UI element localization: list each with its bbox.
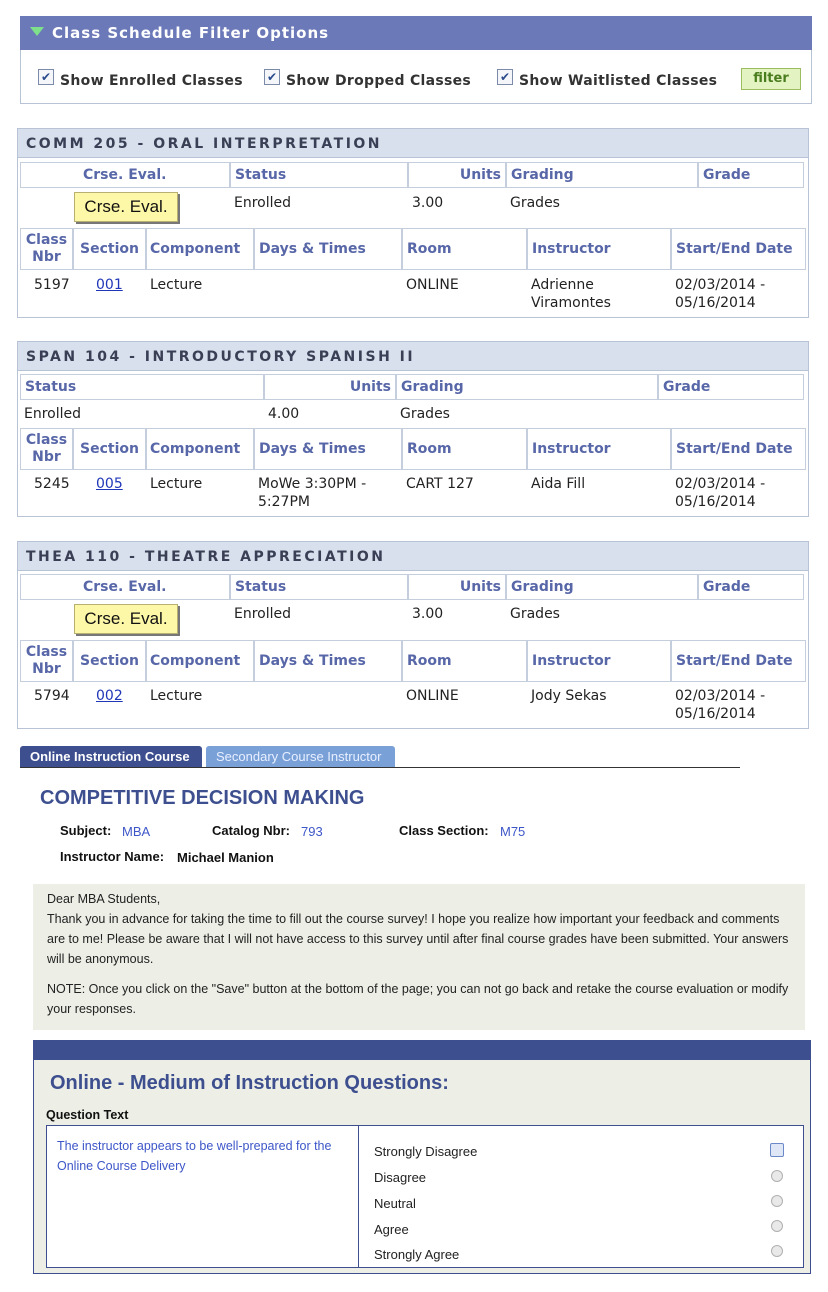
show-waitlisted-checkbox[interactable]: ✔ — [497, 69, 513, 85]
show-waitlisted-label: Show Waitlisted Classes — [519, 73, 718, 89]
instructor-value: Aida Fill — [531, 476, 586, 492]
component-value: Lecture — [150, 688, 203, 704]
show-enrolled-checkbox[interactable]: ✔ — [38, 69, 54, 85]
header-grade: Grade — [698, 162, 804, 188]
option-strongly-disagree-radio[interactable] — [770, 1143, 784, 1157]
header-section: Section — [73, 640, 146, 682]
header-units: Units — [408, 574, 506, 600]
instructor-value-line2: Viramontes — [531, 295, 611, 311]
header-units: Units — [264, 374, 396, 400]
header-grading: Grading — [396, 374, 658, 400]
header-units: Units — [408, 162, 506, 188]
header-component: Component — [146, 228, 254, 270]
end-date-value: 05/16/2014 — [675, 295, 756, 311]
header-component: Component — [146, 428, 254, 470]
header-room: Room — [402, 640, 527, 682]
survey-course-title: COMPETITIVE DECISION MAKING — [40, 787, 365, 809]
header-crse-eval: Crse. Eval. — [20, 162, 230, 188]
header-section: Section — [73, 228, 146, 270]
instructor-name-value: Michael Manion — [177, 850, 274, 865]
option-disagree-label: Disagree — [374, 1170, 427, 1185]
component-value: Lecture — [150, 277, 203, 293]
message-paragraph: Thank you in advance for taking the time to fill out the course survey! I hope you realize how important your feedback and comments are to me! Please be aware that I will not have access to this survey until after final course grades have been submitted. Your answers will be anonymous. — [47, 912, 789, 966]
header-instructor: Instructor — [527, 640, 671, 682]
message-greeting: Dear MBA Students, — [47, 892, 161, 906]
header-status: Status — [230, 162, 408, 188]
header-section: Section — [73, 428, 146, 470]
filter-panel-header[interactable] — [20, 16, 812, 50]
status-value: Enrolled — [234, 606, 292, 622]
option-strongly-agree-radio[interactable] — [771, 1245, 783, 1257]
option-disagree-radio[interactable] — [771, 1170, 783, 1182]
grading-value: Grades — [510, 606, 560, 622]
header-grade: Grade — [658, 374, 804, 400]
header-days-times: Days & Times — [254, 640, 402, 682]
grading-value: Grades — [510, 195, 560, 211]
component-value: Lecture — [150, 476, 203, 492]
room-value: ONLINE — [406, 277, 459, 293]
header-grade: Grade — [698, 574, 804, 600]
filter-panel-title: Class Schedule Filter Options — [52, 24, 330, 42]
room-value: CART 127 — [406, 476, 474, 492]
header-instructor: Instructor — [527, 228, 671, 270]
subject-value: MBA — [122, 824, 151, 839]
option-agree-radio[interactable] — [771, 1220, 783, 1232]
option-strongly-disagree-label: Strongly Disagree — [374, 1144, 478, 1159]
collapse-triangle-icon[interactable] — [30, 27, 44, 36]
header-start-end-date: Start/End Date — [671, 640, 806, 682]
header-days-times: Days & Times — [254, 428, 402, 470]
header-start-end-date: Start/End Date — [671, 428, 806, 470]
instructor-message — [33, 884, 805, 1030]
grading-value: Grades — [400, 406, 450, 422]
section-link[interactable]: 001 — [96, 277, 123, 293]
instructor-name-label: Instructor Name: — [60, 849, 165, 864]
section-link[interactable]: 005 — [96, 476, 123, 492]
section-link[interactable]: 002 — [96, 688, 123, 704]
header-class-nbr — [20, 228, 73, 270]
header-room: Room — [402, 428, 527, 470]
start-date-value: 02/03/2014 - — [675, 688, 766, 704]
header-room: Room — [402, 228, 527, 270]
header-component: Component — [146, 640, 254, 682]
units-value: 3.00 — [412, 195, 444, 211]
crse-eval-button[interactable]: Crse. Eval. — [74, 604, 178, 634]
course-title: THEA 110 - THEATRE APPRECIATION — [17, 541, 809, 571]
status-value: Enrolled — [234, 195, 292, 211]
option-strongly-agree-label: Strongly Agree — [374, 1247, 460, 1262]
instructor-value: Adrienne — [531, 277, 594, 293]
start-date-value: 02/03/2014 - — [675, 277, 766, 293]
tab-online-instruction-course[interactable]: Online Instruction Course — [20, 746, 202, 768]
start-date-value: 02/03/2014 - — [675, 476, 766, 492]
header-status: Status — [230, 574, 408, 600]
header-class-nbr — [20, 428, 73, 470]
header-nbr: Nbr — [32, 249, 61, 265]
header-crse-eval: Crse. Eval. — [20, 574, 230, 600]
header-start-end-date: Start/End Date — [671, 228, 806, 270]
days-times-value-line2: 5:27PM — [258, 494, 310, 510]
crse-eval-button[interactable]: Crse. Eval. — [74, 192, 178, 222]
units-value: 4.00 — [268, 406, 300, 422]
header-class: Class — [25, 644, 68, 660]
course-title: SPAN 104 - INTRODUCTORY SPANISH II — [17, 341, 809, 371]
question-section-bar — [33, 1040, 811, 1060]
message-note: NOTE: Once you click on the "Save" button at the bottom of the page; you can not go back and retake the course evaluation or modify your responses. — [47, 982, 789, 1016]
class-nbr-value: 5245 — [34, 476, 70, 492]
question-text-label: Question Text — [46, 1108, 129, 1122]
header-status: Status — [20, 374, 264, 400]
tab-divider — [20, 767, 740, 768]
question-section-title: Online - Medium of Instruction Questions: — [50, 1072, 449, 1094]
header-grading: Grading — [506, 574, 698, 600]
status-value: Enrolled — [24, 406, 82, 422]
header-class-nbr — [20, 640, 73, 682]
tab-secondary-course-instructor[interactable]: Secondary Course Instructor — [206, 746, 395, 768]
header-instructor: Instructor — [527, 428, 671, 470]
show-dropped-label: Show Dropped Classes — [286, 73, 472, 89]
class-nbr-value: 5197 — [34, 277, 70, 293]
question-text: The instructor appears to be well-prepared for the Online Course Delivery — [46, 1125, 359, 1268]
catalog-nbr-value: 793 — [301, 824, 323, 839]
subject-label: Subject: — [60, 823, 112, 838]
room-value: ONLINE — [406, 688, 459, 704]
class-nbr-value: 5794 — [34, 688, 70, 704]
header-class: Class — [25, 432, 68, 448]
instructor-value: Jody Sekas — [531, 688, 607, 704]
filter-button[interactable]: filter — [741, 68, 801, 90]
header-nbr: Nbr — [32, 449, 61, 465]
header-nbr: Nbr — [32, 661, 61, 677]
header-class: Class — [25, 232, 68, 248]
option-neutral-label: Neutral — [374, 1196, 416, 1211]
class-section-label: Class Section: — [399, 823, 489, 838]
course-title: COMM 205 - ORAL INTERPRETATION — [17, 128, 809, 158]
show-enrolled-label: Show Enrolled Classes — [60, 73, 243, 89]
class-section-value: M75 — [500, 824, 526, 839]
option-agree-label: Agree — [374, 1222, 409, 1237]
header-days-times: Days & Times — [254, 228, 402, 270]
units-value: 3.00 — [412, 606, 444, 622]
end-date-value: 05/16/2014 — [675, 494, 756, 510]
show-dropped-checkbox[interactable]: ✔ — [264, 69, 280, 85]
option-neutral-radio[interactable] — [771, 1195, 783, 1207]
end-date-value: 05/16/2014 — [675, 706, 756, 722]
header-grading: Grading — [506, 162, 698, 188]
days-times-value: MoWe 3:30PM - — [258, 476, 367, 492]
catalog-nbr-label: Catalog Nbr: — [212, 823, 290, 838]
